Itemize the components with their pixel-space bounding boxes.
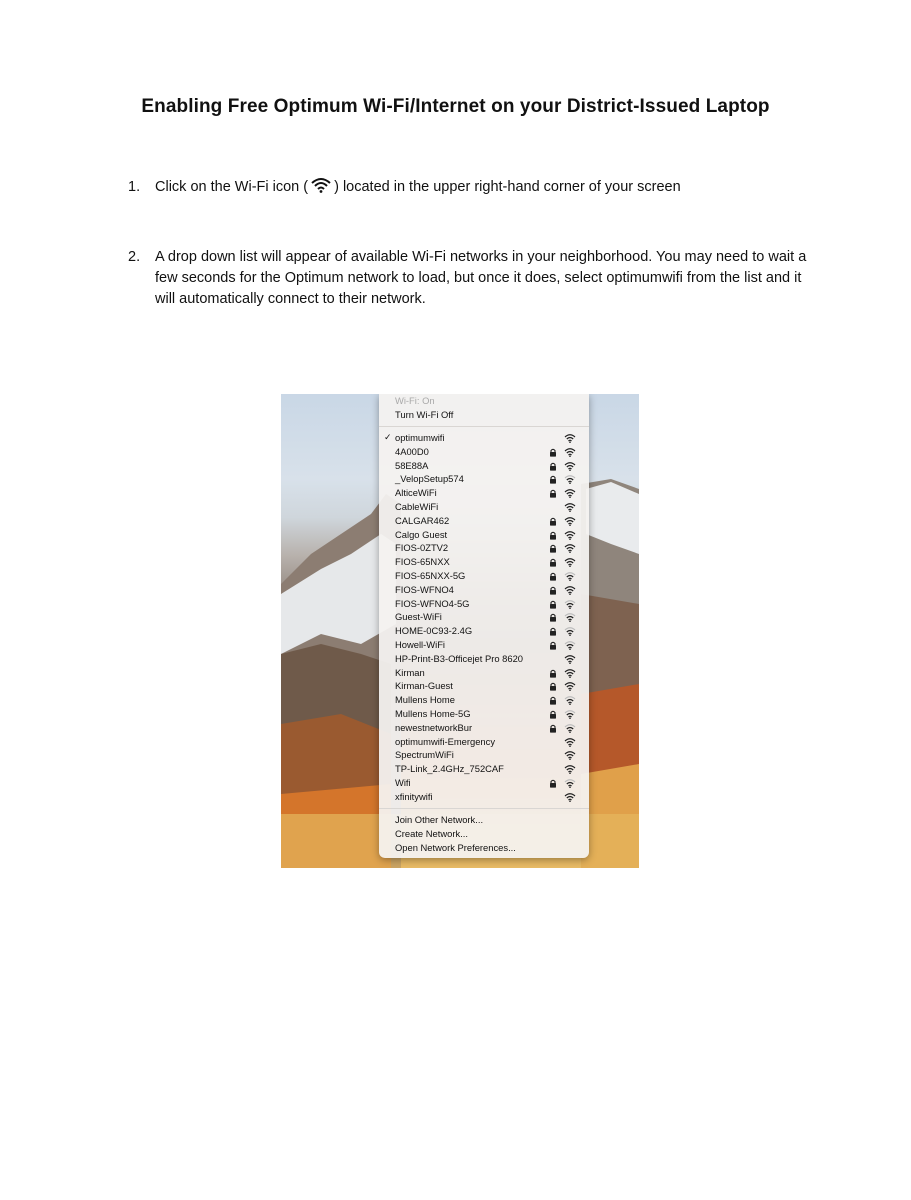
lock-icon [549, 586, 557, 595]
network-item[interactable] [379, 624, 589, 638]
wifi-signal-icon [564, 599, 576, 609]
network-name: Calgo Guest [395, 528, 448, 540]
lock-icon [549, 779, 557, 788]
wifi-signal-icon [564, 447, 576, 457]
network-item[interactable] [379, 500, 589, 514]
network-name: FIOS-65NXX-5G [395, 570, 466, 581]
network-name: FIOS-WFNO4 [395, 583, 454, 595]
network-name: TP-Link_2.4GHz_752CAF [395, 763, 504, 775]
wifi-signal-icon [564, 612, 576, 622]
wifi-signal-icon [564, 474, 576, 484]
wifi-signal-icon [564, 571, 576, 581]
network-item[interactable] [379, 638, 589, 652]
join-other-network-item[interactable] [379, 813, 589, 827]
wifi-signal-icon [564, 778, 576, 788]
create-network-item[interactable] [379, 827, 589, 841]
network-name: Guest-WiFi [395, 611, 442, 623]
network-item[interactable] [379, 610, 589, 624]
network-item[interactable] [379, 721, 589, 735]
wifi-signal-icon [564, 502, 576, 512]
network-item[interactable] [379, 583, 589, 597]
network-name: FIOS-WFNO4-5G [395, 597, 470, 609]
network-item[interactable] [379, 459, 589, 473]
network-item[interactable] [379, 431, 589, 445]
network-name: HP-Print-B3-Officejet Pro 8620 [395, 652, 524, 664]
lock-icon [549, 600, 557, 609]
wifi-signal-icon [564, 626, 576, 636]
wifi-status-label: Wi-Fi: On [395, 395, 435, 406]
network-item[interactable] [379, 707, 589, 721]
network-item[interactable] [379, 528, 589, 542]
lock-icon [549, 475, 557, 484]
network-item[interactable] [379, 569, 589, 583]
network-item[interactable] [379, 555, 589, 569]
network-name: newestnetworkBur [395, 721, 473, 733]
wifi-status-row [379, 394, 589, 408]
wifi-signal-icon [564, 668, 576, 678]
wifi-signal-icon [564, 433, 576, 443]
wifi-signal-icon [564, 654, 576, 664]
network-item[interactable] [379, 679, 589, 693]
network-name: CableWiFi [395, 501, 439, 512]
network-item[interactable] [379, 735, 589, 749]
network-item[interactable] [379, 514, 589, 528]
network-name: Howell-WiFi [395, 639, 445, 650]
lock-icon [549, 462, 557, 471]
lock-icon [549, 682, 557, 691]
network-name: AlticeWiFi [395, 487, 437, 499]
menu-action-label: Join Other Network... [395, 814, 484, 825]
network-name: Wifi [395, 777, 411, 788]
lock-icon [549, 669, 557, 678]
lock-icon [549, 489, 557, 498]
network-name: 58E88A [395, 459, 429, 471]
lock-icon [549, 724, 557, 733]
wifi-signal-icon [564, 585, 576, 595]
network-item[interactable] [379, 790, 589, 804]
turn-wifi-off-item[interactable] [379, 408, 589, 422]
wifi-signal-icon [564, 764, 576, 774]
wifi-signal-icon [564, 737, 576, 747]
step-1-number: 1. [128, 179, 141, 195]
wifi-signal-icon [564, 530, 576, 540]
network-item[interactable] [379, 748, 589, 762]
network-name: Kirman [395, 666, 425, 678]
step-2-text: A drop down list will appear of available Wi-Fi networks in your neighborhood. You may need to wait a few seconds for the Optimum network to load, but once it does, select optimumwifi from the list and it will automatically connect to their network. [155, 249, 807, 307]
wifi-signal-icon [564, 750, 576, 760]
lock-icon [549, 544, 557, 553]
wifi-dropdown-menu [379, 394, 589, 858]
lock-icon [549, 448, 557, 457]
lock-icon [549, 710, 557, 719]
step-1-text [155, 177, 825, 198]
menu-divider [379, 426, 589, 427]
step-1-text-after: ) located in the upper right-hand corner of your screen [334, 179, 681, 195]
lock-icon [549, 613, 557, 622]
document-title: Enabling Free Optimum Wi-Fi/Internet on your District-Issued Laptop [141, 96, 770, 117]
wifi-menu-screenshot [281, 394, 639, 868]
network-name: optimumwifi-Emergency [395, 735, 496, 747]
step-2-number: 2. [128, 249, 141, 265]
lock-icon [549, 517, 557, 526]
wifi-signal-icon [564, 695, 576, 705]
menu-action-label: Open Network Preferences... [395, 841, 516, 853]
network-name: Kirman-Guest [395, 680, 453, 692]
network-name: optimumwifi [395, 432, 445, 443]
open-network-preferences-item[interactable] [379, 841, 589, 855]
network-name: SpectrumWiFi [395, 749, 454, 761]
checkmark-icon: ✓ [384, 432, 392, 442]
step-1 [128, 177, 828, 199]
network-item[interactable] [379, 652, 589, 666]
wifi-icon [310, 177, 332, 193]
network-item[interactable] [379, 445, 589, 459]
wifi-signal-icon [564, 681, 576, 691]
step-1-text-before: Click on the Wi-Fi icon ( [155, 179, 309, 195]
menu-divider [379, 808, 589, 809]
network-name: Mullens Home [395, 694, 455, 706]
network-name: _VelopSetup574 [395, 473, 464, 485]
network-name: FIOS-65NXX [395, 556, 450, 568]
lock-icon [549, 641, 557, 650]
network-name: 4A00D0 [395, 445, 429, 457]
menu-action-label: Create Network... [395, 827, 468, 839]
wifi-signal-icon [564, 488, 576, 498]
network-name: HOME-0C93-2.4G [395, 625, 473, 637]
step-2 [128, 247, 828, 313]
lock-icon [549, 531, 557, 540]
network-item[interactable] [379, 762, 589, 776]
wifi-signal-icon [564, 543, 576, 553]
wifi-signal-icon [564, 640, 576, 650]
network-item[interactable] [379, 776, 589, 790]
wifi-signal-icon [564, 516, 576, 526]
network-name: Mullens Home-5G [395, 708, 471, 719]
network-item[interactable] [379, 666, 589, 680]
lock-icon [549, 696, 557, 705]
wifi-signal-icon [564, 709, 576, 719]
network-item[interactable] [379, 472, 589, 486]
lock-icon [549, 627, 557, 636]
network-item[interactable] [379, 541, 589, 555]
network-name: xfinitywifi [395, 790, 433, 802]
lock-icon [549, 572, 557, 581]
turn-wifi-off-label: Turn Wi-Fi Off [395, 408, 454, 420]
network-item[interactable] [379, 486, 589, 500]
wifi-signal-icon [564, 723, 576, 733]
wifi-signal-icon [564, 461, 576, 471]
lock-icon [549, 558, 557, 567]
network-item[interactable] [379, 693, 589, 707]
wifi-signal-icon [564, 557, 576, 567]
network-name: CALGAR462 [395, 514, 450, 526]
network-item[interactable] [379, 597, 589, 611]
wifi-signal-icon [564, 792, 576, 802]
network-name: FIOS-0ZTV2 [395, 542, 449, 554]
